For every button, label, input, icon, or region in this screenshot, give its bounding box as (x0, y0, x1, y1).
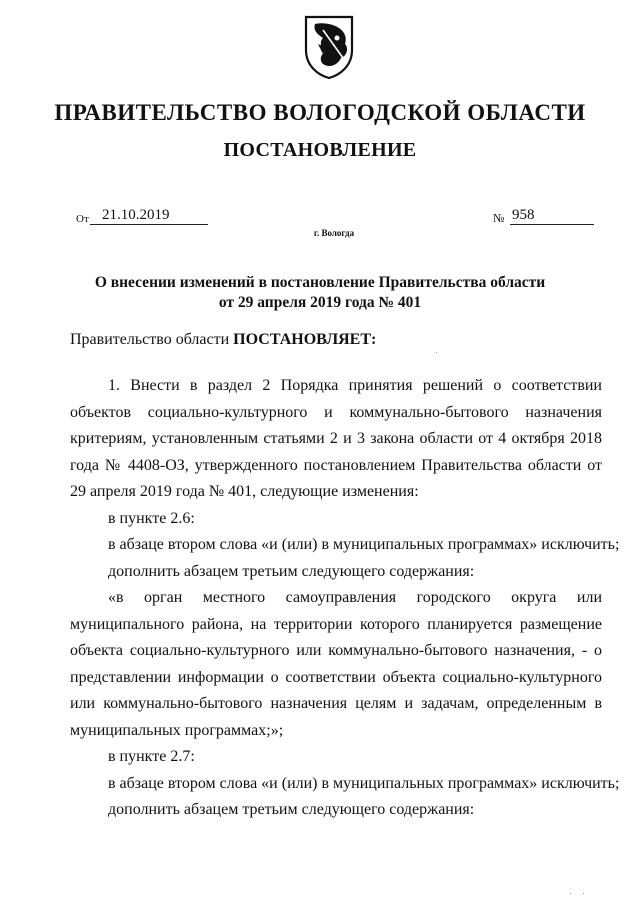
item-2-7-abzac: в абзаце втором слова «и (или) в муниципальных программах» исключить; (108, 774, 620, 792)
scan-speck (583, 893, 584, 894)
date-label: От (76, 213, 89, 225)
resolves-prefix: Правительство области (70, 331, 234, 348)
item-2-6-abzac: в абзаце втором слова «и (или) в муниципальных программах» исключить; (108, 536, 620, 553)
document-type: ПОСТАНОВЛЕНИЕ (223, 139, 417, 161)
item-2-6-add: дополнить абзацем третьим следующего содержания: (108, 562, 475, 580)
number-value: 958 (510, 206, 594, 225)
item-2-7-heading: в пункте 2.7: (108, 748, 195, 765)
city-label: г. Вологда (313, 228, 355, 238)
quoted-text: «в орган местного самоуправления городского округа или муниципального района, на территории которого планируется размещение объекта социально-культурного или коммунально-бытового назначения, - о представлении информации о соответствии объекта социально-культурного или коммунально-бытового назначения целям и задачам, определенным в муниципальных программах;»; (70, 589, 602, 739)
number-label: № (493, 211, 505, 225)
title-line-2: от 29 апреля 2019 года № 401 (218, 294, 422, 311)
document-title (60, 273, 580, 313)
document-body (70, 373, 620, 824)
resolves-statement (70, 331, 376, 349)
item-2-6-heading: в пункте 2.6: (108, 509, 195, 527)
scan-speck (570, 893, 571, 894)
item-2-7-add: дополнить абзацем третьим следующего содержания: (108, 801, 475, 818)
scan-speck (436, 352, 437, 353)
paragraph-1: 1. Внести в раздел 2 Порядка принятия решений о соответствии объектов социально-культурного и коммунально-бытового назначения критериям, установленным статьями 2 и 3 закона области от 4 октября 2018 года № 4408-ОЗ, утвержденного постановлением Правительства области от 29 апреля 2019 года № 401, следующие изменения: (70, 377, 602, 500)
resolves-verb: ПОСТАНОВЛЯЕТ: (233, 331, 377, 348)
date-value: 21.10.2019 (90, 206, 208, 225)
coat-of-arms-emblem (303, 14, 355, 80)
title-line-1: О внесении изменений в постановление Правительства области (94, 274, 546, 291)
issuing-authority: ПРАВИТЕЛЬСТВО ВОЛОГОДСКОЙ ОБЛАСТИ (54, 100, 586, 125)
